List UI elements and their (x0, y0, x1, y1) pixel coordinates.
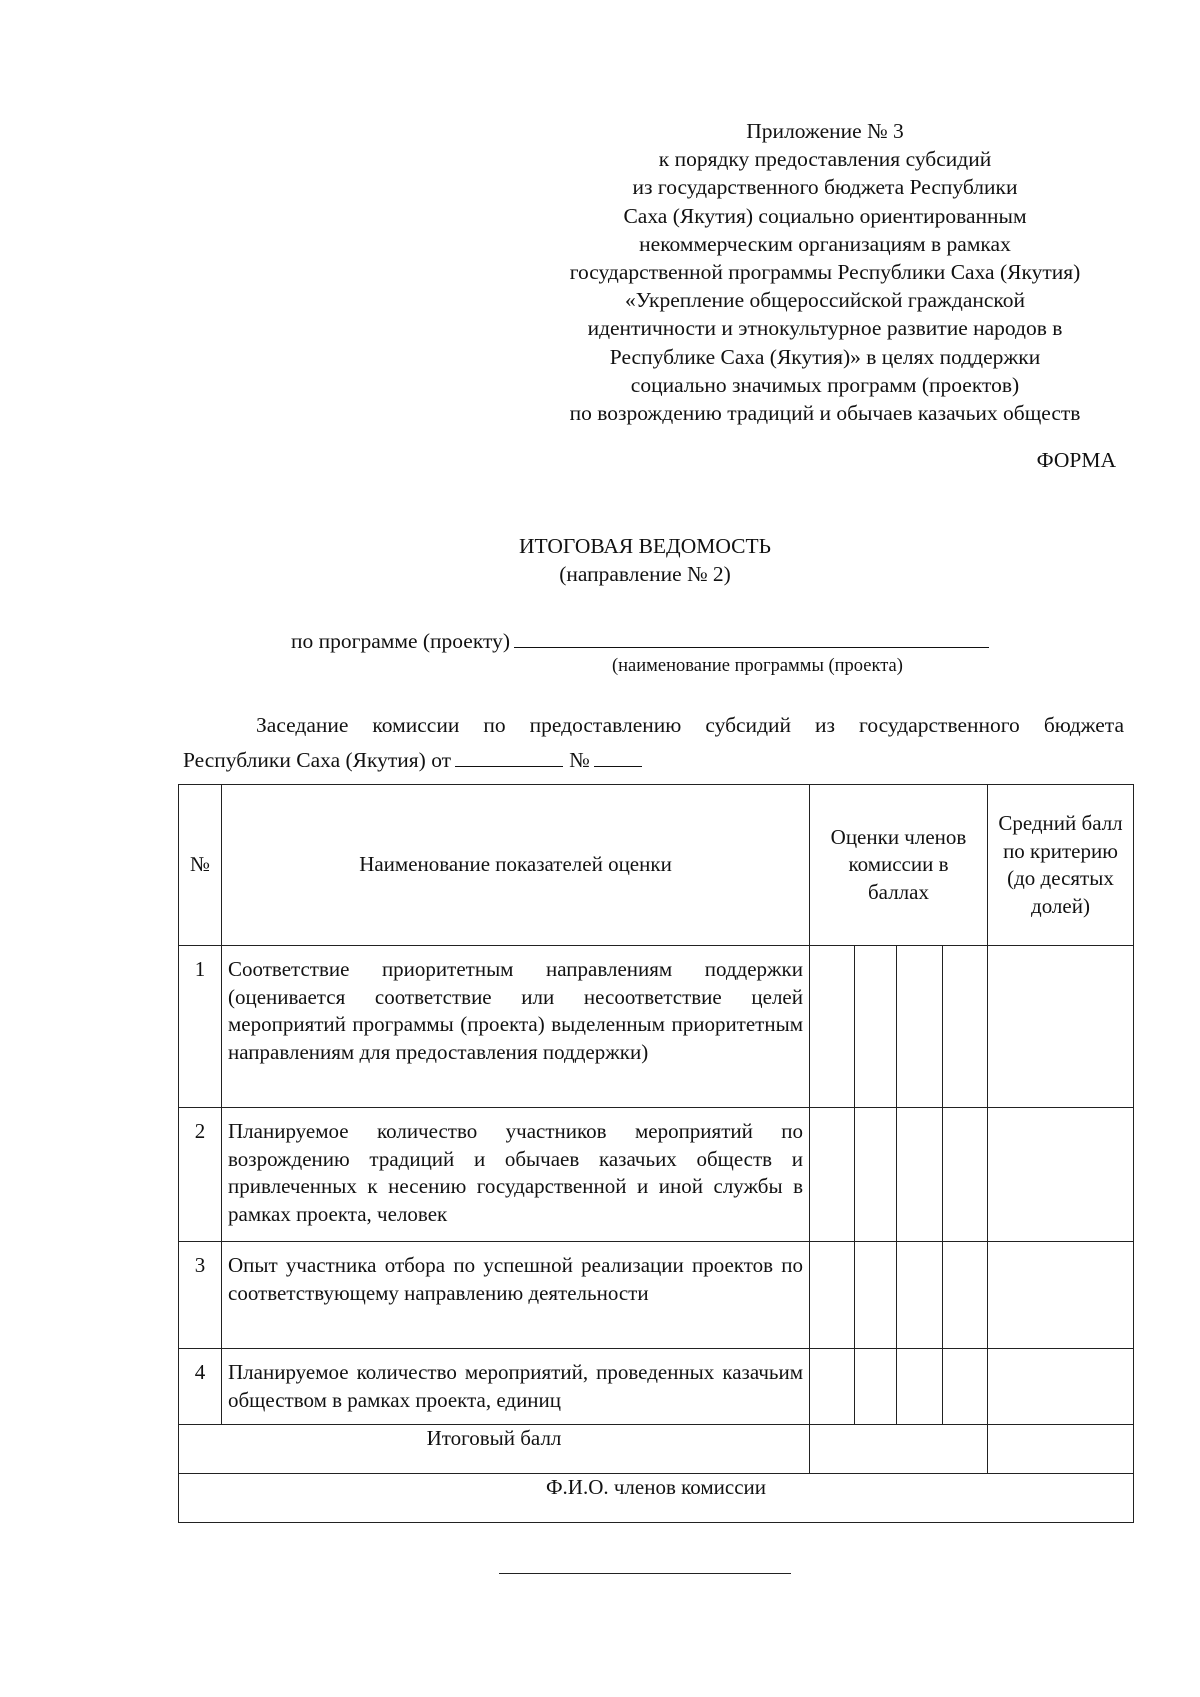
score-cell[interactable] (810, 1349, 855, 1425)
session-number-field[interactable] (594, 748, 642, 767)
summary-table (178, 784, 1134, 1523)
score-cell[interactable] (943, 1349, 988, 1425)
appendix-header (535, 117, 1115, 427)
row-number: 1 (179, 946, 222, 1108)
criterion-text: Соответствие приоритетным направлениям поддержки (оценивается соответствие или несоответствие целей мероприятий программы (проекта) выделенным приоритетным направлениям для предоставления поддержки) (222, 946, 810, 1108)
appendix-line: из государственного бюджета Республики (632, 175, 1018, 200)
document-subtitle: (направление № 2) (559, 562, 731, 586)
header-name: Наименование показателей оценки (222, 785, 810, 946)
appendix-line: Республике Саха (Якутия)» в целях поддержки (609, 344, 1041, 369)
score-cell[interactable] (855, 1242, 897, 1349)
appendix-line: Приложение № 3 (746, 119, 904, 143)
total-average-cell[interactable] (988, 1425, 1134, 1474)
session-line-1: Заседание комиссии по предоставлению субсидий из государственного бюджета (256, 713, 1124, 737)
table-row (179, 1108, 1134, 1242)
row-number: 3 (179, 1242, 222, 1349)
program-caption: (наименование программы (проекта) (612, 656, 903, 676)
header-average: Средний балл по критерию (до десятых долей) (988, 785, 1134, 946)
score-cell[interactable] (855, 1349, 897, 1425)
appendix-line: некоммерческим организациям в рамках (639, 231, 1011, 256)
score-cell[interactable] (897, 1349, 943, 1425)
table-row (179, 946, 1134, 1108)
session-date-field[interactable] (455, 748, 563, 767)
table-header-row (179, 785, 1134, 946)
header-num: № (179, 785, 222, 946)
program-label: по программе (проекту) (291, 629, 511, 653)
session-date-label: Республики Саха (Якутия) от (183, 748, 452, 772)
appendix-line: по возрождению традиций и обычаев казачьих обществ (569, 401, 1081, 426)
session-paragraph (183, 708, 1124, 778)
header-scores: Оценки членов комиссии в баллах (810, 785, 988, 946)
score-cell[interactable] (810, 1242, 855, 1349)
appendix-line: «Укрепление общероссийской гражданской (624, 288, 1026, 313)
criterion-text: Опыт участника отбора по успешной реализации проектов по соответствующему направлению деятельности (222, 1242, 810, 1349)
document-title-block (0, 532, 1200, 588)
table-row (179, 1242, 1134, 1349)
end-divider (499, 1573, 791, 1574)
score-cell[interactable] (943, 946, 988, 1108)
total-row (179, 1425, 1134, 1474)
score-cell[interactable] (810, 1108, 855, 1242)
score-cell[interactable] (810, 946, 855, 1108)
row-number: 2 (179, 1108, 222, 1242)
score-cell[interactable] (855, 1108, 897, 1242)
score-cell[interactable] (897, 946, 943, 1108)
score-cell[interactable] (897, 1108, 943, 1242)
total-label: Итоговый балл (179, 1425, 810, 1474)
average-cell[interactable] (988, 1349, 1134, 1425)
criterion-text: Планируемое количество мероприятий, проведенных казачьим обществом в рамках проекта, единиц (222, 1349, 810, 1425)
score-cell[interactable] (897, 1242, 943, 1349)
score-cell[interactable] (943, 1242, 988, 1349)
document-title: ИТОГОВАЯ ВЕДОМОСТЬ (519, 534, 771, 558)
session-line-2 (183, 743, 1124, 778)
total-scores-cell[interactable] (810, 1425, 988, 1474)
appendix-line: к порядку предоставления субсидий (658, 147, 992, 172)
appendix-line: идентичности и этнокультурное развитие народов в (587, 316, 1063, 341)
appendix-line: социально значимых программ (проектов) (630, 372, 1020, 397)
row-number: 4 (179, 1349, 222, 1425)
program-line (291, 627, 989, 654)
session-number-sign: № (569, 748, 590, 772)
program-name-field[interactable] (514, 627, 989, 648)
average-cell[interactable] (988, 1108, 1134, 1242)
score-cell[interactable] (943, 1108, 988, 1242)
average-cell[interactable] (988, 1242, 1134, 1349)
appendix-line: государственной программы Республики Саха (Якутия) (569, 260, 1081, 285)
form-label: ФОРМА (1036, 448, 1116, 472)
members-row (179, 1474, 1134, 1523)
appendix-line: Саха (Якутия) социально ориентированным (623, 203, 1027, 228)
criterion-text: Планируемое количество участников мероприятий по возрождению традиций и обычаев казачьих обществ и привлеченных к несению государственной и иной службы в рамках проекта, человек (222, 1108, 810, 1242)
average-cell[interactable] (988, 946, 1134, 1108)
score-cell[interactable] (855, 946, 897, 1108)
table-row (179, 1349, 1134, 1425)
members-label: Ф.И.О. членов комиссии (179, 1474, 1134, 1523)
